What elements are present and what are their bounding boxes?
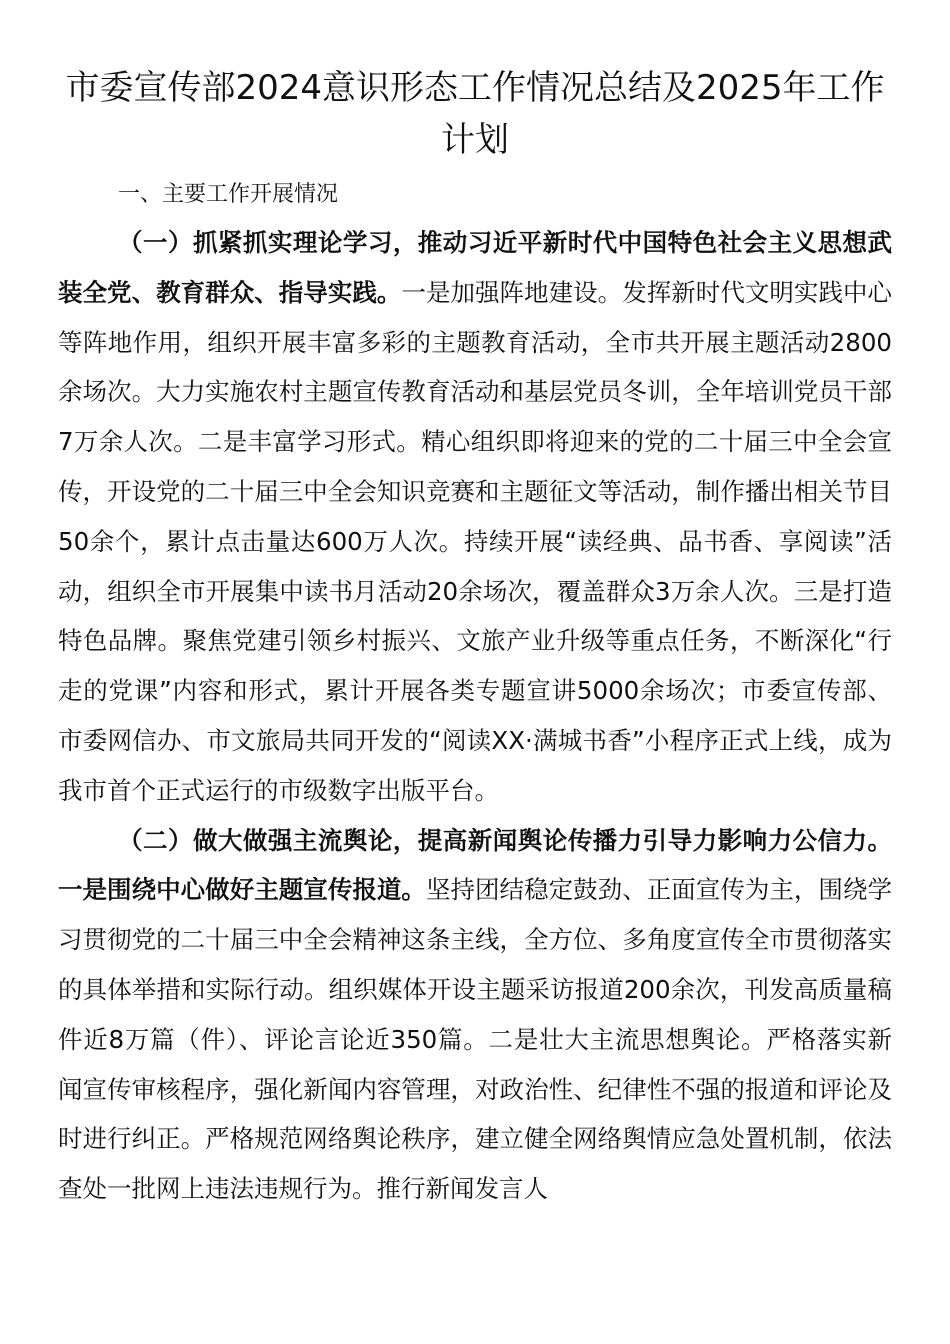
paragraph-lead: （一）抓紧抓实理论学习，推动习近平新时代中国特色社会主义思想武装全党、教育群众、指导实践。 <box>58 228 892 307</box>
paragraph-lead: （二）做大做强主流舆论，提高新闻舆论传播力引导力影响力公信力。一是围绕中心做好主题宣传报道。 <box>58 825 892 905</box>
section-heading: 一、主要工作开展情况 <box>118 182 339 207</box>
document-title: 市委宣传部2024意识形态工作情况总结及2025年工作计划 <box>65 68 885 160</box>
paragraph-mainstream-opinion <box>58 816 892 1214</box>
paragraph-body: 一是加强阵地建设。发挥新时代文明实践中心等阵地作用，组织开展丰富多彩的主题教育活动，全市共开展主题活动2800余场次。大力实施农村主题宣传教育活动和基层党员冬训，全年培训党员干部7万余人次。二是丰富学习形式。精心组织即将迎来的党的二十届三中全会宣传，开设党的二十届三中全会知识竞赛和主题征文等活动，制作播出相关节目50余个，累计点击量达600万人次。持续开展“读经典、品书香、享阅读”活动，组织全市开展集中读书月活动20余场次，覆盖群众3万余人次。三是打造特色品牌。聚焦党建引领乡村振兴、文旅产业升级等重点任务，不断深化“行走的党课”内容和形式，累计开展各类专题宣讲5000余场次；市委宣传部、市委网信办、市文旅局共同开发的“阅读XX·满城书香”小程序正式上线，成为我市首个正式运行的市级数字出版平台。 <box>58 277 893 805</box>
paragraph-body: 坚持团结稳定鼓劲、正面宣传为主，围绕学习贯彻党的二十届三中全会精神这条主线，全方位、多角度宣传全市贯彻落实的具体举措和实际行动。组织媒体开设主题采访报道200余次，刊发高质量稿件近8万篇（件）、评论言论近350篇。二是壮大主流思想舆论。严格落实新闻宣传审核程序，强化新闻内容管理，对政治性、纪律性不强的报道和评论及时进行纠正。严格规范网络舆论秩序，建立健全网络舆情应急处置机制，依法查处一批网上违法违规行为。推行新闻发言人 <box>58 875 892 1204</box>
paragraph-theory-study <box>58 218 892 816</box>
